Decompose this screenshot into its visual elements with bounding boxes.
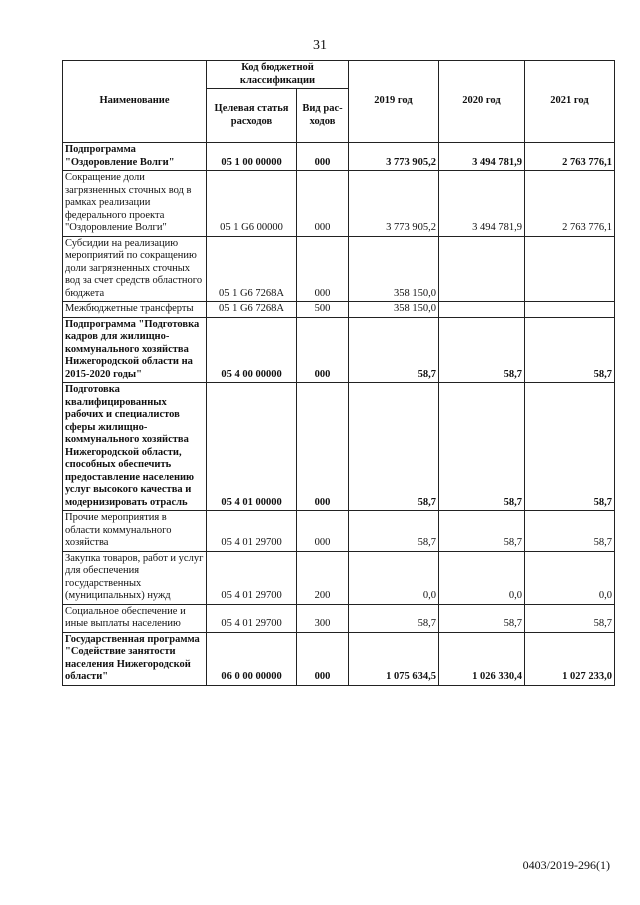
table-row [63, 604, 615, 632]
row-name: Государственная программа "Содействие занятости населения Нижегородской области" [63, 632, 207, 685]
table-row [63, 143, 615, 171]
row-2019: 1 075 634,5 [349, 632, 439, 685]
header-name: Наименование [63, 61, 207, 143]
row-target: 06 0 00 00000 [207, 632, 297, 685]
header-type: Вид рас-ходов [297, 89, 349, 143]
header-target: Целевая статья расходов [207, 89, 297, 143]
row-2021: 0,0 [525, 551, 615, 604]
row-2019: 358 150,0 [349, 236, 439, 302]
header-code-group: Код бюджетной классификации [207, 61, 349, 89]
row-target: 05 4 01 29700 [207, 551, 297, 604]
table-row [63, 317, 615, 383]
row-2020: 58,7 [439, 511, 525, 552]
table-row [63, 302, 615, 318]
row-target: 05 1 G6 00000 [207, 171, 297, 237]
row-2019: 0,0 [349, 551, 439, 604]
table-row [63, 171, 615, 237]
page-number: 31 [313, 38, 327, 53]
row-name: Субсидии на реализацию мероприятий по сокращению доли загрязненных сточных вод за счет средств областного бюджета [63, 236, 207, 302]
table-row [63, 511, 615, 552]
row-name: Подготовка квалифицированных рабочих и специалистов сферы жилищно-коммунального хозяйства Нижегородской области, способных обеспечить предоставление населению услуг высокого качества и модернизировать отрасль [63, 383, 207, 511]
row-type: 000 [297, 236, 349, 302]
row-type: 000 [297, 511, 349, 552]
row-type: 000 [297, 143, 349, 171]
row-2021 [525, 236, 615, 302]
row-2020: 0,0 [439, 551, 525, 604]
row-name: Сокращение доли загрязненных сточных вод в рамках реализации федерального проекта "Оздоровление Волги" [63, 171, 207, 237]
row-2021 [525, 302, 615, 318]
row-2019: 58,7 [349, 317, 439, 383]
row-2020: 58,7 [439, 604, 525, 632]
row-target: 05 1 G6 7268A [207, 236, 297, 302]
table-row [63, 551, 615, 604]
row-type: 200 [297, 551, 349, 604]
row-name: Прочие мероприятия в области коммунального хозяйства [63, 511, 207, 552]
row-2020: 3 494 781,9 [439, 171, 525, 237]
budget-table [62, 60, 615, 686]
row-target: 05 4 01 29700 [207, 604, 297, 632]
row-type: 000 [297, 383, 349, 511]
row-2021: 58,7 [525, 511, 615, 552]
row-target: 05 4 01 29700 [207, 511, 297, 552]
row-name: Социальное обеспечение и иные выплаты населению [63, 604, 207, 632]
row-2021: 1 027 233,0 [525, 632, 615, 685]
row-2019: 58,7 [349, 604, 439, 632]
row-2020 [439, 302, 525, 318]
row-2019: 358 150,0 [349, 302, 439, 318]
row-name: Межбюджетные трансферты [63, 302, 207, 318]
row-2019: 58,7 [349, 383, 439, 511]
row-2021: 2 763 776,1 [525, 171, 615, 237]
header-2019: 2019 год [349, 61, 439, 143]
row-2020: 1 026 330,4 [439, 632, 525, 685]
row-type: 300 [297, 604, 349, 632]
header-2020: 2020 год [439, 61, 525, 143]
row-target: 05 1 00 00000 [207, 143, 297, 171]
table-row [63, 383, 615, 511]
row-2020 [439, 236, 525, 302]
row-2020: 58,7 [439, 317, 525, 383]
row-2019: 3 773 905,2 [349, 143, 439, 171]
row-type: 000 [297, 171, 349, 237]
document-code: 0403/2019-296(1) [522, 858, 610, 872]
row-2021: 2 763 776,1 [525, 143, 615, 171]
row-target: 05 4 01 00000 [207, 383, 297, 511]
header-2021: 2021 год [525, 61, 615, 143]
table-row [63, 632, 615, 685]
row-2021: 58,7 [525, 383, 615, 511]
row-type: 500 [297, 302, 349, 318]
row-type: 000 [297, 632, 349, 685]
table-row [63, 236, 615, 302]
row-2019: 3 773 905,2 [349, 171, 439, 237]
row-type: 000 [297, 317, 349, 383]
row-name: Подпрограмма "Оздоровление Волги" [63, 143, 207, 171]
row-target: 05 4 00 00000 [207, 317, 297, 383]
row-target: 05 1 G6 7268A [207, 302, 297, 318]
row-2021: 58,7 [525, 317, 615, 383]
row-name: Подпрограмма "Подготовка кадров для жилищно-коммунального хозяйства Нижегородской области на 2015-2020 годы" [63, 317, 207, 383]
row-2021: 58,7 [525, 604, 615, 632]
row-2020: 58,7 [439, 383, 525, 511]
row-name: Закупка товаров, работ и услуг для обеспечения государственных (муниципальных) нужд [63, 551, 207, 604]
row-2020: 3 494 781,9 [439, 143, 525, 171]
row-2019: 58,7 [349, 511, 439, 552]
